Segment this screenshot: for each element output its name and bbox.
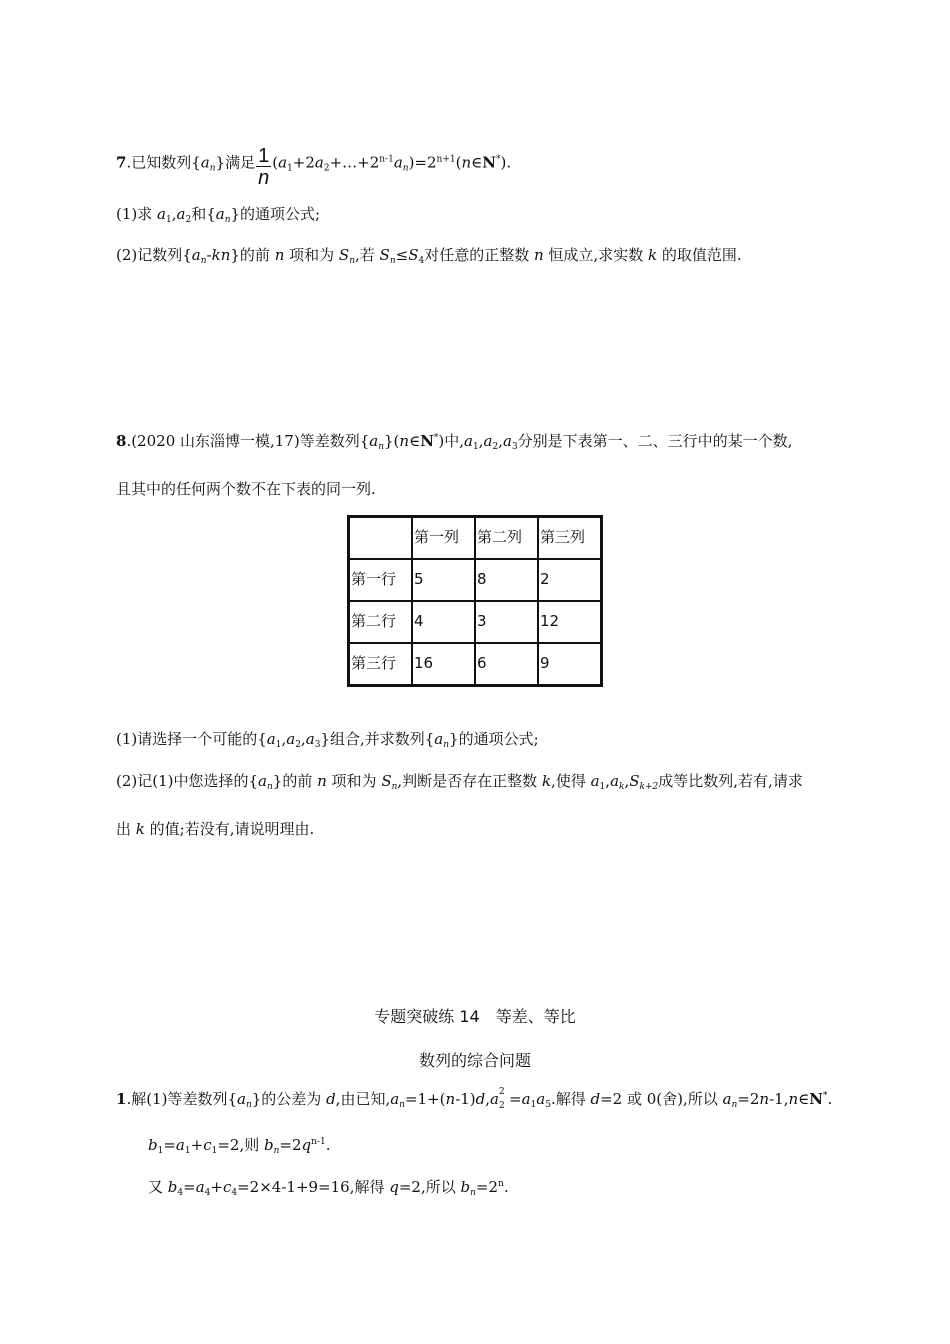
q8-part2-line1: (2)记(1)中您选择的$\{a_n\}$的前 n 项和为 $S_n$,判断是否存在正整数 k,使得 $a_1,a_k,S_{k+2}$成等比数列,若有,请求 xyxy=(116,772,803,792)
table-row xyxy=(349,559,602,601)
table-cell: 第一行 xyxy=(349,559,413,601)
table-cell: 2 xyxy=(538,559,602,601)
table-cell: 16 xyxy=(412,643,475,686)
table-cell: 第二列 xyxy=(475,517,538,560)
table-cell: 第一列 xyxy=(412,517,475,560)
q8-statement-line2: 且其中的任何两个数不在下表的同一列. xyxy=(116,480,376,498)
q7-part2: (2)记数列$\{a_n-kn\}$的前 n 项和为 $S_n$,若 $S_n\le S_4$对任意的正整数 n 恒成立,求实数 k 的取值范围. xyxy=(116,246,742,266)
data-table xyxy=(347,515,603,687)
table-cell: 3 xyxy=(475,601,538,643)
answer1-line2: $b_1=a_1+c_1=2$,则 $b_n=2q^{n-1}$. xyxy=(148,1136,331,1156)
table-header-row xyxy=(349,517,602,560)
fraction-1-over-n: $\frac{1}{n}$ xyxy=(258,145,270,189)
table-row xyxy=(349,643,602,686)
table-cell: 5 xyxy=(412,559,475,601)
table-row xyxy=(349,601,602,643)
q8-number: 8 xyxy=(116,432,127,450)
table-cell: 第三行 xyxy=(349,643,413,686)
section-title-line2: 数列的综合问题 xyxy=(418,1051,531,1070)
table-cell: 6 xyxy=(475,643,538,686)
table-cell: 第三列 xyxy=(538,517,602,560)
q7-part1: (1)求 $a_1,a_2$和$\{a_n\}$的通项公式; xyxy=(116,205,321,225)
q8-part2-line2: 出 k 的值;若没有,请说明理由. xyxy=(116,820,315,838)
table-cell: 8 xyxy=(475,559,538,601)
table-cell: 9 xyxy=(538,643,602,686)
table-cell: 12 xyxy=(538,601,602,643)
table-cell: 4 xyxy=(412,601,475,643)
answer1-line1: 1.解(1)等差数列$\{a_n\}$的公差为 d,由已知$,a_n=1+(n-1)d,a$ 2 2 $=a_1a_5$.解得 d=2 或 0(舍),所以 $a_n=2n-1,n\in N^*$. xyxy=(116,1087,833,1111)
q8-part1: (1)请选择一个可能的$\{a_1,a_2,a_3\}$组合,并求数列$\{a_n\}$的通项公式; xyxy=(116,730,539,750)
table-cell xyxy=(349,517,413,560)
section-title-line1: 专题突破练 14 等差、等比 xyxy=(374,1007,576,1026)
answer1-number: 1 xyxy=(116,1090,127,1108)
q7-statement: 7.已知数列$\{a_n\}$满足 $\frac{1}{n}$ $(a_1+2a_2+\dots+2^{n-1}a_n)=2^{n+1}(n\in N^*)$. xyxy=(116,145,512,189)
q8-statement-line1: 8.(2020 山东淄博一模,17)等差数列$\{a_n\}(n\in N^*)$中$,a_1,a_2,a_3$分别是下表第一、二、三行中的某一个数, xyxy=(116,432,793,452)
q7-number: 7 xyxy=(116,153,127,172)
answer1-line3: 又 $b_4=a_4+c_4=2\times 4-1+9=16$,解得 q=2,所以 $b_n=2^n$. xyxy=(148,1178,509,1198)
table-cell: 第二行 xyxy=(349,601,413,643)
